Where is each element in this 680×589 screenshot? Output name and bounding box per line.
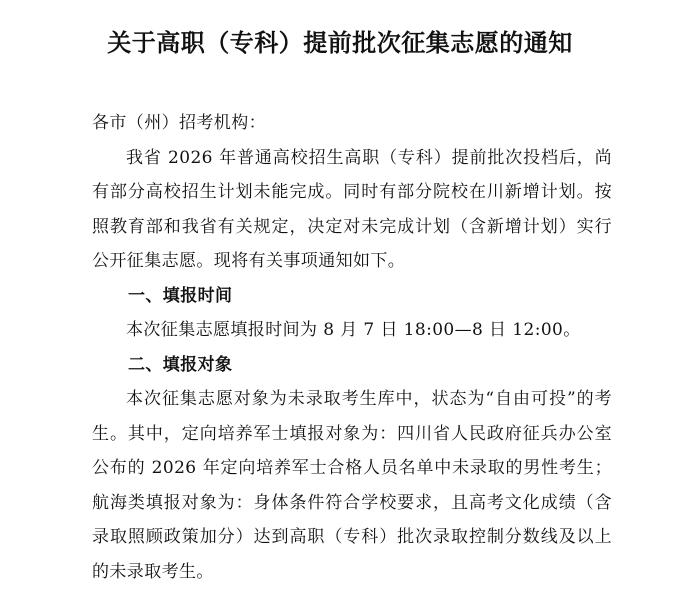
section-text-time: 本次征集志愿填报时间为 8 月 7 日 18:00—8 日 12:00。: [126, 320, 581, 340]
section-heading-target: 二、填报对象: [128, 354, 233, 375]
intro-paragraph: 我省 2026 年普通高校招生高职（专科）提前批次投档后，尚有部分高校招生计划未能完成。同时有部分院校在川新增计划。按照教育部和我省有关规定，决定对未完成计划（含新增计划）实行公开征集志愿。现将有关事项通知如下。: [92, 147, 612, 271]
document-body: [92, 106, 612, 589]
section-heading-time: 一、填报时间: [128, 285, 233, 306]
section-text-target: 本次征集志愿对象为未录取考生库中，状态为“自由可投”的考生。其中，定向培养军士填报对象为：四川省人民政府征兵办公室公布的 2026 年定向培养军士合格人员名单中未录取的男性考生；航海类填报对象为：身体条件符合学校要求，且高考文化成绩（含录取照顾政策加分）达到高职（专科）批次录取控制分数线及以上的未录取考生。: [92, 389, 612, 582]
document-title: 关于高职（专科）提前批次征集志愿的通知: [107, 29, 573, 57]
salutation: 各市（州）招考机构：: [92, 113, 266, 133]
